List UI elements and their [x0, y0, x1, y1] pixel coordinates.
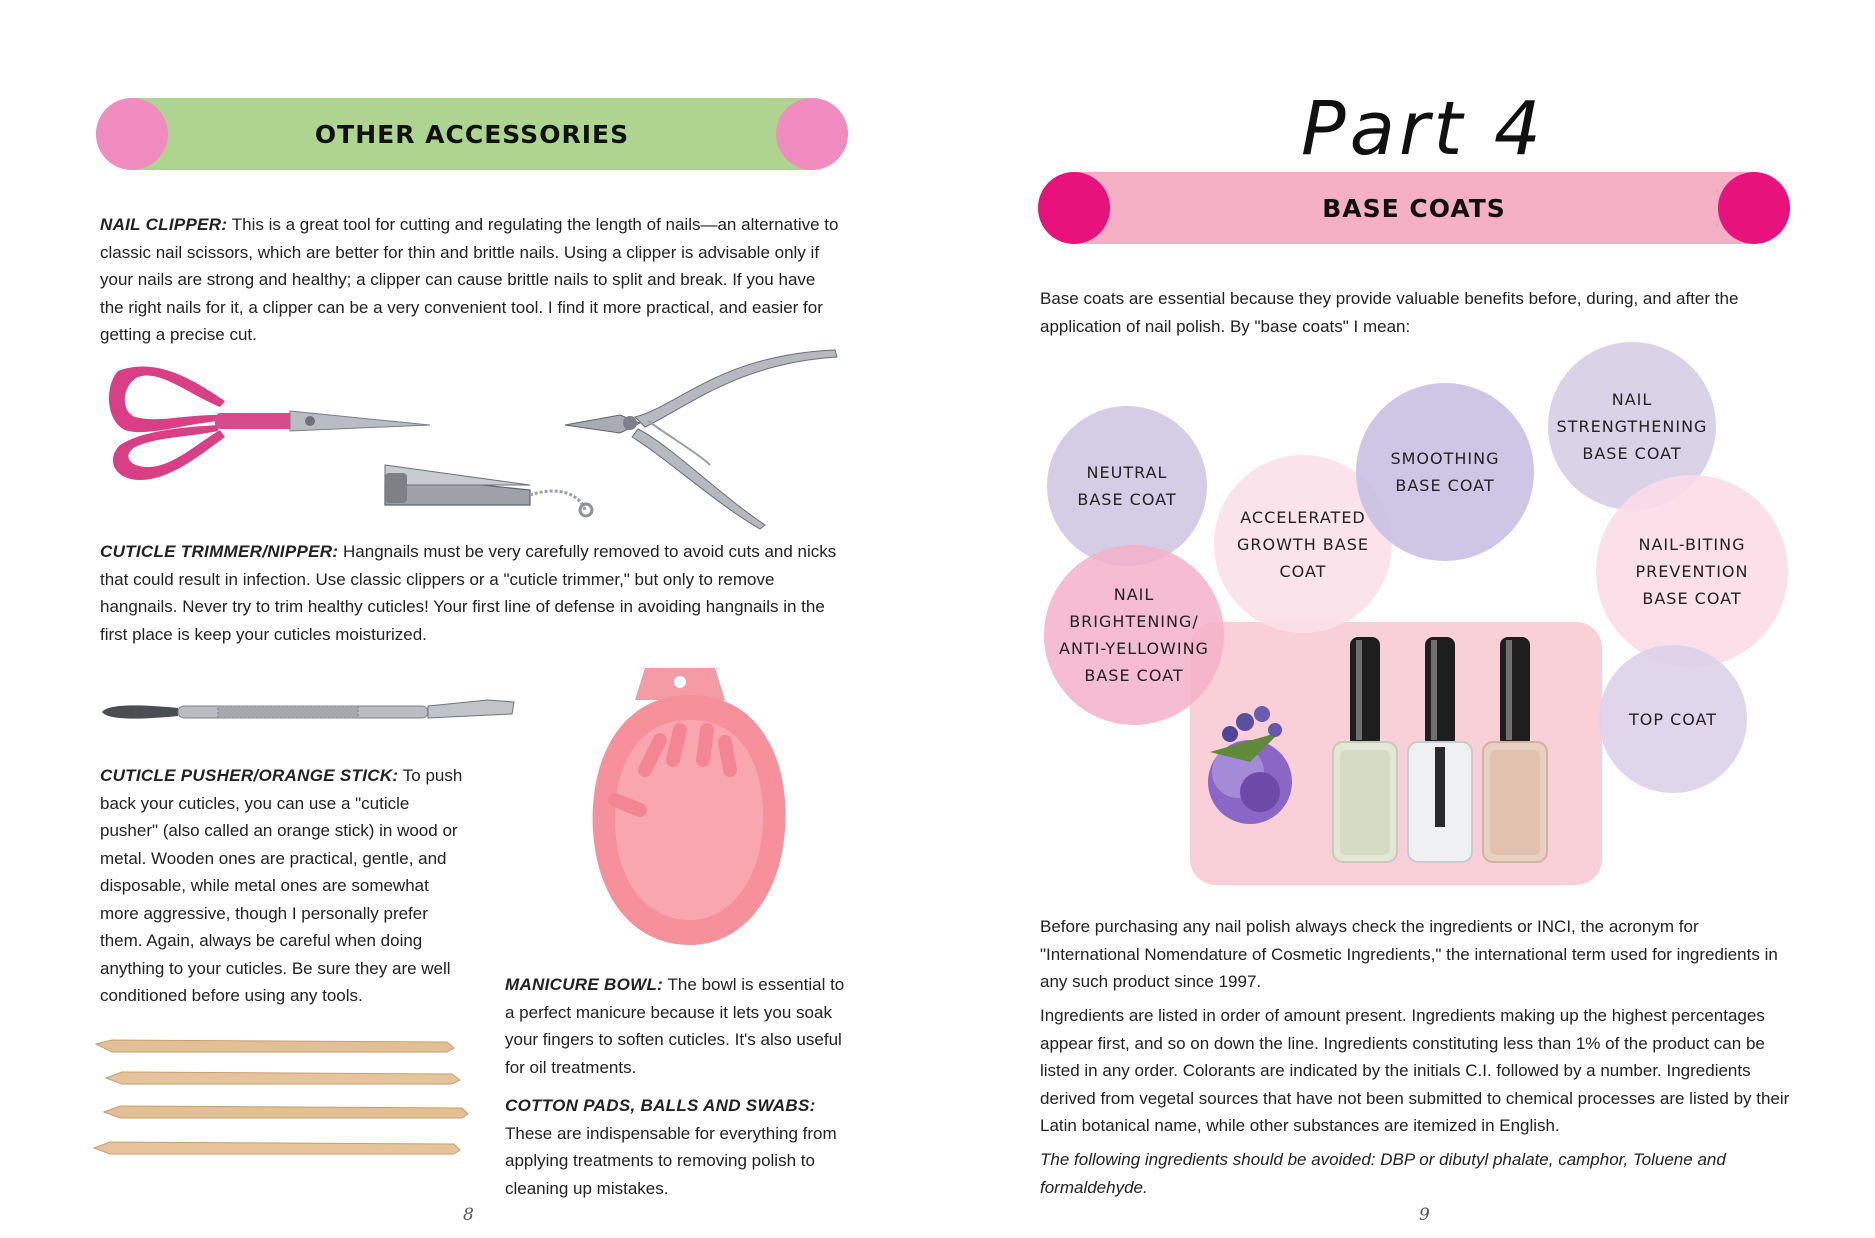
banner-dot-right [1718, 172, 1790, 244]
nail-scissors-icon [109, 366, 430, 480]
bubble-label: NAIL-BITING [1638, 534, 1746, 554]
nail-clipper-heading: NAIL CLIPPER: [100, 215, 228, 234]
cuticle-pusher-heading: CUTICLE PUSHER/ORANGE STICK: [100, 766, 399, 785]
nail-polish-bottle-icon [1408, 637, 1472, 862]
right-page [937, 0, 1875, 1238]
flower-icon [1208, 706, 1292, 824]
bubble-label: NAIL [1611, 389, 1653, 409]
nail-polish-bottle-icon [1333, 637, 1397, 862]
banner-dot-left [1038, 172, 1110, 244]
bubble-nail-biting-prevention [1596, 475, 1788, 667]
bubble-label: BASE COAT [1084, 666, 1184, 685]
nail-clipper-icon [385, 465, 592, 516]
bubble-label: TOP COAT [1628, 709, 1718, 729]
avoid-ingredients-paragraph: The following ingredients should be avoided: DBP or dibutyl phalate, camphor, Toluene and formaldehyde. [1040, 1150, 1726, 1197]
cuticle-trimmer-text: Hangnails must be very carefully removed to avoid cuts and nicks that could result in infection. Use classic clippers or a "cuticle trimmer," but only to remove hangnails. Never try to trim healthy cuticles! Your first line of defense in avoiding hangnails in the first place is keep your cuticles moisturized. [100, 542, 837, 644]
bubble-smoothing-base-coat [1356, 383, 1534, 561]
bubble-label: ANTI-YELLOWING [1059, 639, 1209, 658]
nail-clipper-paragraph [100, 211, 840, 349]
bubble-label: BASE COAT [1642, 588, 1742, 608]
cotton-pads-heading: COTTON PADS, BALLS AND SWABS: [505, 1096, 816, 1115]
bubble-label: COAT [1279, 561, 1327, 581]
section-title: BASE COATS [1322, 193, 1506, 223]
cuticle-pusher-icon [102, 700, 514, 719]
cuticle-trimmer-paragraph [100, 538, 845, 648]
manicure-bowl-heading: MANICURE BOWL: [505, 975, 664, 994]
bubble-neutral-base-coat [1047, 406, 1207, 566]
bubble-label: NAIL [1113, 585, 1155, 604]
manicure-bowl-paragraph [505, 971, 850, 1081]
cotton-pads-text: These are indispensable for everything from applying treatments to removing polish to cleaning up mistakes. [505, 1123, 837, 1198]
manicure-bowl-illustration [585, 660, 795, 950]
bubble-label: NEUTRAL [1086, 463, 1168, 482]
cuticle-pusher-paragraph [100, 762, 470, 1010]
other-accessories-banner [96, 98, 848, 170]
bubble-label: GROWTH BASE [1236, 534, 1369, 554]
intro-paragraph: Base coats are essential because they provide valuable benefits before, during, and after the application of nail polish. By "base coats" I mean: [1040, 289, 1739, 336]
section-title: OTHER ACCESSORIES [314, 119, 630, 149]
orange-sticks-illustration [92, 1036, 472, 1166]
nail-clipper-text: This is a great tool for cutting and regulating the length of nails—an alternative to classic nail scissors, which are better for thin and brittle nails. Using a clipper is advisable only if your nails are strong and healthy; a clipper can cause brittle nails to split and break. If you have the right nails for it, a clipper can be a very convenient tool. I find it more practical, and easier for getting a precise cut. [100, 215, 839, 344]
nail-polish-bottle-icon [1483, 637, 1547, 862]
bubble-nail-brightening [1044, 545, 1224, 725]
part-title: Part 4 [1301, 86, 1546, 172]
left-page [0, 0, 937, 1238]
page-number: 9 [1419, 1205, 1430, 1225]
ingredients-paragraph: Before purchasing any nail polish always check the ingredients or INCI, the acronym for "International Nomendature of Cosmetic Ingredients," the international term used for ingredients in any such product since 1997. [1040, 917, 1778, 991]
bubble-top-coat [1599, 645, 1747, 793]
ingredient-order-paragraph: Ingredients are listed in order of amount present. Ingredients making up the highest percentages appear first, and so on down the line. Ingredients constituting less than 1% of the product can be listed in any order. Colorants are indicated by the initials C.I. followed by a number. Ingredients derived from vegetal sources that have not been submitted to chemical processes are listed by their Latin botanical name, while other substances are itemized in English. [1040, 1006, 1790, 1135]
nail-tools-illustration [100, 345, 850, 530]
bubble-label: BASE COAT [1582, 443, 1682, 463]
banner-dot-left [96, 98, 168, 170]
cuticle-trimmer-heading: CUTICLE TRIMMER/NIPPER: [100, 542, 339, 561]
product-panel [1190, 622, 1602, 885]
manicure-bowl-text: The bowl is essential to a perfect manicure because it lets you soak your fingers to soften cuticles. It's also useful for oil treatments. [505, 975, 845, 1077]
bubble-label: BASE COAT [1077, 490, 1177, 509]
cotton-pads-paragraph [505, 1092, 850, 1202]
cuticle-nipper-icon [565, 350, 837, 529]
base-coats-banner [1038, 172, 1790, 244]
bubble-label: ACCELERATED [1240, 507, 1366, 527]
manicure-bowl-icon [593, 668, 786, 945]
bubble-label: PREVENTION [1635, 561, 1749, 581]
metal-cuticle-pusher-illustration [98, 692, 518, 732]
page-number: 8 [463, 1205, 474, 1225]
nail-polish-bottles-illustration [1190, 622, 1602, 885]
bubble-label: STRENGTHENING [1556, 416, 1708, 436]
cuticle-pusher-text: To push back your cuticles, you can use a "cuticle pusher" (also called an orange stick) in wood or metal. Wooden ones are practical, gentle, and disposable, while metal ones are somewhat more aggressive, though I personally prefer them. Again, always be careful when doing anything to your cuticles. Be sure they are well conditioned before using any tools. [100, 766, 463, 1005]
bubble-label: BRIGHTENING/ [1069, 612, 1199, 631]
bubble-label: SMOOTHING [1390, 449, 1500, 468]
orange-stick-icon [94, 1040, 468, 1154]
banner-dot-right [776, 98, 848, 170]
bubble-label: BASE COAT [1395, 476, 1495, 495]
